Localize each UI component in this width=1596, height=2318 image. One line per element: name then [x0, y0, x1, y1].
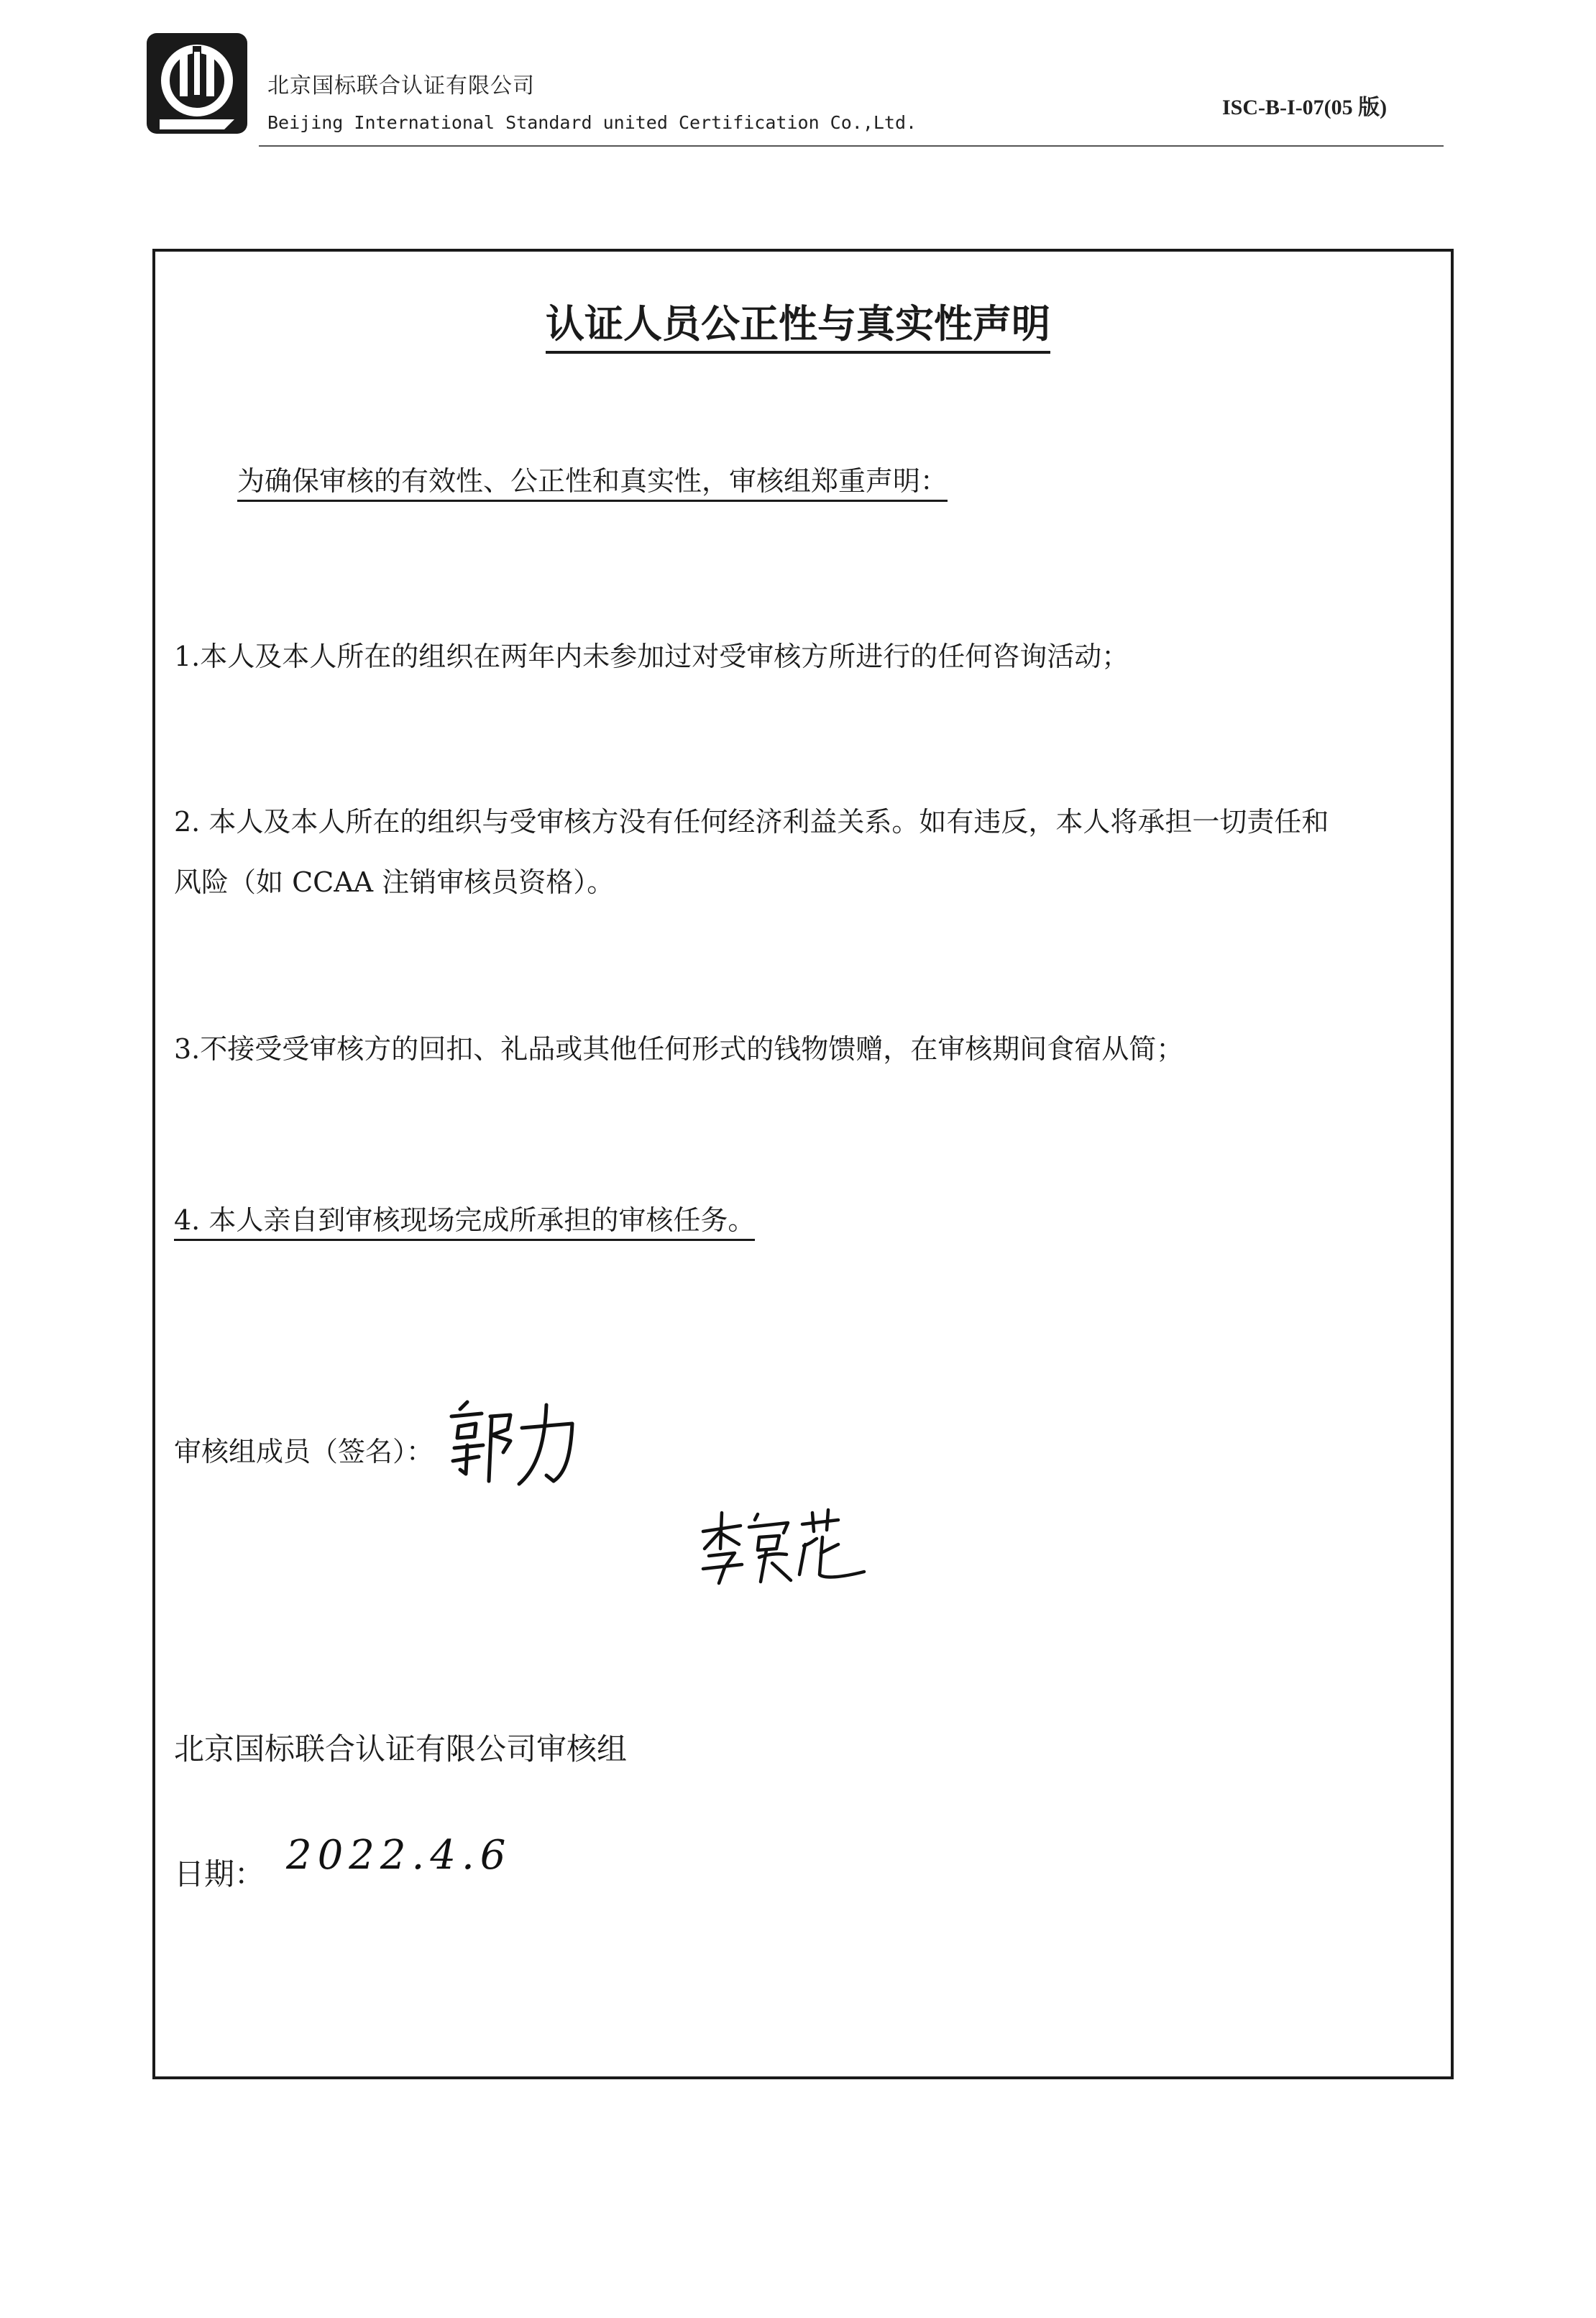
audit-team-organization: 北京国标联合认证有限公司审核组: [174, 1731, 628, 1767]
header-divider: [259, 145, 1444, 147]
company-logo-icon: [144, 30, 250, 137]
company-name-en: Beijing International Standard united Certification Co.,Ltd.: [267, 112, 917, 133]
handwritten-signature-2: [697, 1503, 870, 1589]
declaration-item-4-text: 4. 本人亲自到审核现场完成所承担的审核任务。: [174, 1204, 755, 1241]
document-frame: [152, 249, 1454, 2079]
company-name-cn: 北京国标联合认证有限公司: [267, 73, 535, 99]
form-code: ISC-B-I-07(05 版): [1222, 96, 1388, 119]
declaration-item-2-line-2: 风险（如 CCAA 注销审核员资格）。: [174, 866, 615, 898]
handwritten-date: 2022.4.6: [286, 1832, 512, 1879]
intro-statement: [237, 459, 948, 498]
date-label: 日期：: [174, 1856, 265, 1892]
signature-label: 审核组成员（签名）：: [174, 1436, 434, 1467]
intro-text: 为确保审核的有效性、公正性和真实性，审核组郑重声明：: [237, 465, 948, 502]
document-title: [0, 293, 1596, 349]
declaration-item-1: 1.本人及本人所在的组织在两年内未参加过对受审核方所进行的任何咨询活动；: [174, 641, 1129, 672]
document-title-text: 认证人员公正性与真实性声明: [546, 301, 1050, 354]
handwritten-signature-1: [439, 1395, 582, 1495]
declaration-item-3: 3.不接受受审核方的回扣、礼品或其他任何形式的钱物馈赠，在审核期间食宿从简；: [174, 1033, 1184, 1065]
declaration-item-4: [174, 1198, 755, 1237]
declaration-item-2-line-1: 2. 本人及本人所在的组织与受审核方没有任何经济利益关系。如有违反，本人将承担一切责任和: [174, 806, 1329, 838]
